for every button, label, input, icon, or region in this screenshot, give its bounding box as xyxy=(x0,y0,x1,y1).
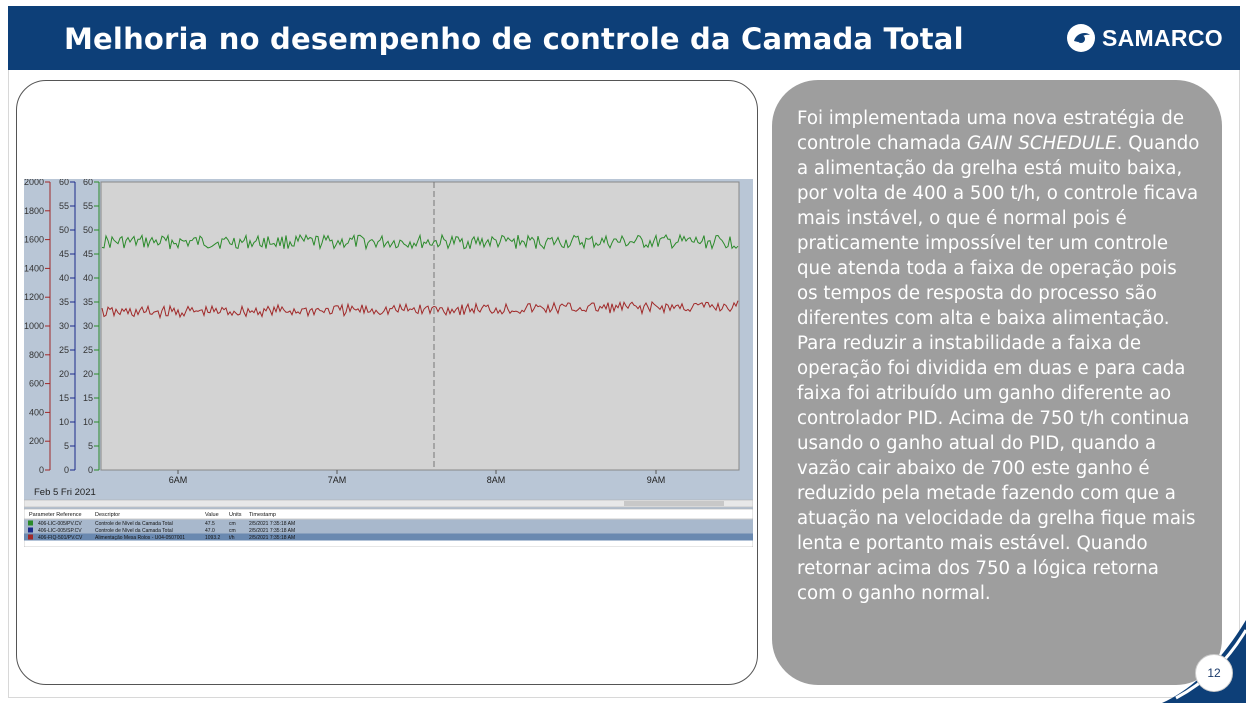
legend-header: Parameter Reference xyxy=(29,512,82,518)
samarco-logo-icon xyxy=(1066,23,1096,53)
description-part-2: . Quando a alimentação da grelha está muito baixa, por volta de 400 a 500 t/h, o controle ficava mais instável, o que é normal pois é praticamente impossível ter um controle que atenda toda a faixa de operação pois os tempos de resposta do processo são diferentes com alta e baixa alimentação. Para reduzir a instabilidade a faixa de operação foi dividida em duas e para cada faixa foi atribuído um ganho diferente ao controlador PID. Acima de 750 t/h continua usando o ganho atual do PID, quando a vazão cair abaixo de 700 este ganho é reduzido pela metade fazendo com que a atuação na velocidade da grelha fique mais lenta e portanto mais estável. Quando retornar acima dos 750 a lógica retorna com o ganho normal. xyxy=(797,133,1200,604)
legend-header: Units xyxy=(229,512,242,518)
axis-tick-label: 5 xyxy=(87,441,93,451)
axis-tick-label: 45 xyxy=(82,249,93,259)
legend-ref: 406-FIQ-501/PV.CV xyxy=(38,535,83,541)
gain-schedule-term: GAIN SCHEDULE xyxy=(967,133,1117,154)
legend-value: 47.5 xyxy=(205,521,215,527)
axis-tick-label: 800 xyxy=(28,349,44,360)
axis-tick-label: 1600 xyxy=(24,234,44,245)
axis-tick-label: 35 xyxy=(82,297,93,307)
legend-ref: 406-LIC-005/SP.CV xyxy=(38,528,82,534)
axis-tick-label: 1400 xyxy=(24,263,44,274)
legend-desc: Controle de Nível da Camada Total xyxy=(95,521,173,527)
legend-swatch xyxy=(28,535,33,540)
axis-tick-label: 1200 xyxy=(24,292,44,303)
legend-timestamp: 2/5/2021 7:35:18 AM xyxy=(249,521,296,527)
axis-tick-label: 60 xyxy=(82,179,93,187)
x-tick-label: 6AM xyxy=(168,475,188,485)
axis-tick-label: 50 xyxy=(82,225,93,235)
axis-tick-label: 35 xyxy=(58,297,69,307)
slide-title: Melhoria no desempenho de controle da Camada Total xyxy=(64,22,964,56)
legend-swatch xyxy=(28,521,33,526)
axis-tick-label: 15 xyxy=(82,393,93,403)
axis-tick-label: 1000 xyxy=(24,321,44,331)
description-text xyxy=(797,106,1200,606)
axis-tick-label: 40 xyxy=(58,273,69,283)
x-tick-label: 8AM xyxy=(486,475,506,485)
axis-tick-label: 45 xyxy=(58,249,69,259)
axis-tick-label: 400 xyxy=(28,407,44,418)
axis-tick-label: 55 xyxy=(82,201,93,211)
axis-tick-label: 25 xyxy=(58,345,69,355)
axis-tick-label: 15 xyxy=(58,393,69,403)
legend-value: 1093.2 xyxy=(205,535,221,541)
legend-header: Descriptor xyxy=(95,512,121,518)
legend-value: 47.0 xyxy=(205,528,215,534)
legend-swatch xyxy=(28,528,33,533)
axis-tick-label: 60 xyxy=(58,179,69,187)
legend-desc: Controle de Nível da Camada Total xyxy=(95,528,173,534)
legend-timestamp: 2/5/2021 7:35:18 AM xyxy=(249,528,296,534)
legend-timestamp: 2/5/2021 7:35:18 AM xyxy=(249,535,296,541)
axis-tick-label: 20 xyxy=(58,369,69,379)
x-tick-label: 7AM xyxy=(327,475,347,485)
trend-chart-svg xyxy=(24,179,753,547)
axis-tick-label: 600 xyxy=(28,378,44,389)
description-part-1: Foi implementada uma nova estratégia de controle chamada xyxy=(797,108,1185,154)
axis-tick-label: 0 xyxy=(38,465,44,475)
legend-units: cm xyxy=(229,528,236,534)
axis-tick-label: 25 xyxy=(82,345,93,355)
axis-tick-label: 0 xyxy=(87,465,93,475)
chart-scrollbar-thumb xyxy=(624,501,724,506)
text-panel xyxy=(772,80,1222,685)
axis-tick-label: 2000 xyxy=(24,179,44,187)
legend-header: Value xyxy=(205,512,219,518)
samarco-logo xyxy=(1066,22,1223,54)
slide-header xyxy=(8,6,1240,70)
axis-tick-label: 5 xyxy=(63,441,69,451)
axis-tick-label: 50 xyxy=(58,225,69,235)
axis-tick-label: 20 xyxy=(82,369,93,379)
axis-tick-label: 55 xyxy=(58,201,69,211)
chart-date-label: Feb 5 Fri 2021 xyxy=(34,487,96,498)
legend-ref: 406-LIC-005/PV.CV xyxy=(38,521,82,527)
axis-tick-label: 30 xyxy=(58,321,69,331)
legend-desc: Alimentação Mesa Rolos - U04-0507001 xyxy=(95,535,186,541)
axis-tick-label: 40 xyxy=(82,273,93,283)
legend-units: cm xyxy=(229,521,236,527)
axis-tick-label: 1800 xyxy=(24,205,44,216)
logo-text: SAMARCO xyxy=(1102,24,1223,51)
axis-tick-label: 200 xyxy=(28,436,44,447)
axis-tick-label: 10 xyxy=(58,417,69,427)
axis-tick-label: 0 xyxy=(63,465,69,475)
trend-chart xyxy=(24,179,753,547)
x-tick-label: 9AM xyxy=(646,475,666,485)
axis-tick-label: 30 xyxy=(82,321,93,331)
axis-tick-label: 10 xyxy=(82,417,93,427)
page-number: 12 xyxy=(1195,654,1233,692)
legend-units: t/h xyxy=(229,535,235,541)
plot-area xyxy=(101,182,739,470)
legend-header: Timestamp xyxy=(249,512,276,518)
